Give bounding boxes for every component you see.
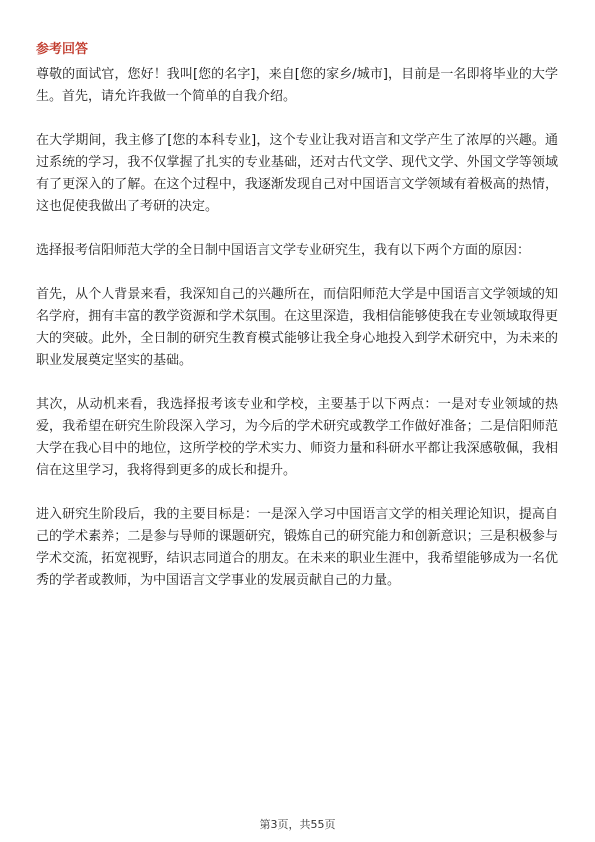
page-number: 第3页，共55页: [259, 818, 336, 831]
paragraph-motivation: 其次，从动机来看，我选择报考该专业和学校，主要基于以下两点：一是对专业领域的热爱，我希望在研究生阶段深入学习，为今后的学术研究或教学工作做好准备；二是信阳师范大学在我心目中的地位，这所学校的学术实力、师资力量和科研水平都让我深感敬佩，我相信在这里学习，我将得到更多的成长和提升。: [36, 397, 558, 478]
paragraph-major: 在大学期间，我主修了[您的本科专业]，这个专业让我对语言和文学产生了浓厚的兴趣。通过系统的学习，我不仅掌握了扎实的专业基础，还对古代文学、现代文学、外国文学等领域有了更深入的了解。在这个过程中，我逐渐发现自己对中国语言文学领域有着极高的热情，这也促使我做出了考研的决定。: [36, 133, 558, 214]
section-heading: 参考回答: [36, 42, 89, 57]
paragraph-background: 首先，从个人背景来看，我深知自己的兴趣所在，而信阳师范大学是中国语言文学领域的知名学府，拥有丰富的教学资源和学术氛围。在这里深造，我相信能够使我在专业领域取得更大的突破。此外，全日制的研究生教育模式能够让我全身心地投入到学术研究中，为未来的职业发展奠定坚实的基础。: [36, 287, 558, 368]
paragraph-intro: 尊敬的面试官，您好！我叫[您的名字]，来自[您的家乡/城市]，目前是一名即将毕业的大学生。首先，请允许我做一个简单的自我介绍。: [36, 67, 558, 104]
paragraph-reasons-lead: 选择报考信阳师范大学的全日制中国语言文学专业研究生，我有以下两个方面的原因：: [36, 243, 531, 258]
answer-body: [36, 64, 558, 614]
paragraph-goals: 进入研究生阶段后，我的主要目标是：一是深入学习中国语言文学的相关理论知识，提高自己的学术素养；二是参与导师的课题研究，锻炼自己的研究能力和创新意识；三是积极参与学术交流，拓宽视野，结识志同道合的朋友。在未来的职业生涯中，我希望能够成为一名优秀的学者或教师，为中国语言文学事业的发展贡献自己的力量。: [36, 507, 558, 588]
